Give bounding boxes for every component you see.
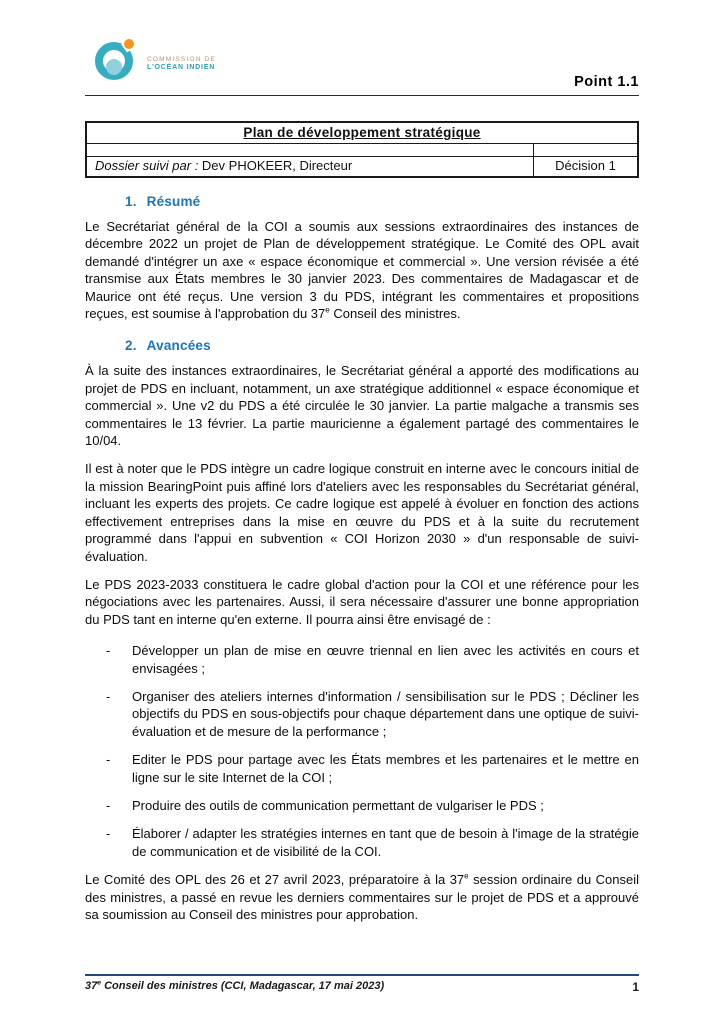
- footer-session-info: 37e Conseil des ministres (CCI, Madagascar, 17 mai 2023): [85, 979, 385, 992]
- document-header: [85, 36, 639, 96]
- section-heading-resume: [125, 194, 639, 209]
- bullet-marker: -: [106, 752, 111, 768]
- empty-cell-left: [87, 144, 533, 156]
- logo-orange-dot: [124, 39, 134, 49]
- list-item: [85, 825, 639, 860]
- section-number: 1.: [125, 194, 137, 209]
- header-table: [85, 121, 639, 178]
- section-title: Avancées: [146, 338, 211, 354]
- paragraph-avancees-1: À la suite des instances extraordinaires, le Secrétariat général a apporté des modifications au projet de PDS en incluant, notamment, un axe stratégique additionnel « espace économique et commercial ». Une v2 du PDS a été circulée le 30 janvier. La partie malgache a transmis ses commentaires le 13 février. La partie mauricienne a également partagé des commentaires le 10/04.: [85, 363, 639, 449]
- section-title: Résumé: [146, 194, 201, 209]
- header-table-empty-row: [87, 143, 637, 156]
- paragraph-text: Le Comité des OPL des 26 et 27 avril 2023, préparatoire à la 37: [85, 872, 465, 888]
- dossier-cell: [87, 157, 533, 176]
- document-title: Plan de développement stratégique: [243, 125, 481, 140]
- list-item-text: Produire des outils de communication permettant de vulgariser le PDS ;: [132, 797, 544, 813]
- list-item: [85, 642, 639, 677]
- bullet-marker: -: [106, 826, 111, 842]
- dossier-label: Dossier suivi par :: [95, 158, 202, 173]
- bullet-marker: -: [106, 797, 111, 813]
- superscript-e: e: [97, 979, 102, 987]
- paragraph-closing: [85, 871, 639, 923]
- paragraph-text: Le Secrétariat général de la COI a soumis aux sessions extraordinaires des instances de décembre 2022 un projet de Plan de développement stratégique. Le Comité des OPL avait demandé d'intégrer un axe « espace économique et commercial ». Une version révisée a été transmise aux États membres le 30 janvier 2023. Des commentaires de Madagascar et de Maurice ont été reçus. Une version 3 du PDS, intégrant les commentaires et propositions reçues, est soumise à l'approbation du 37: [85, 219, 639, 322]
- list-item-text: Élaborer / adapter les stratégies internes en tant que de besoin à l'image de la stratégie de communication et de visibilité de la COI.: [132, 826, 639, 859]
- list-item: [85, 688, 639, 740]
- coi-logo: [93, 38, 216, 84]
- paragraph-avancees-2: Il est à noter que le PDS intègre un cadre logique construit en interne avec le concours initial de la mission BearingPoint puis affiné lors d'ateliers avec les responsables du Secrétariat général, incluant les experts des projets. Ce cadre logique est appelé à évoluer en fonction des actions effectivement entreprises dans la mise en œuvre du PDS et à la suite du recrutement programmé dans l'appui en subvention « COI Horizon 2030 » d'un responsable de suivi-évaluation.: [85, 461, 639, 564]
- list-item-text: Editer le PDS pour partage avec les États membres et les partenaires et le mettre en ligne sur le site Internet de la COI ;: [132, 752, 639, 785]
- header-table-title-row: [87, 123, 637, 143]
- paragraph-text: Conseil des ministres.: [329, 306, 461, 322]
- list-item: [85, 751, 639, 786]
- empty-cell-right: [533, 144, 637, 156]
- bullet-marker: -: [106, 688, 111, 704]
- dossier-value: Dev PHOKEER, Directeur: [201, 158, 353, 173]
- superscript-e: e: [325, 305, 330, 315]
- paragraph-text: session ordinaire du Conseil des ministres, a passé en revue les derniers commentaires sur le projet de PDS et a approuvé sa soumission au Conseil des ministres pour approbation.: [85, 872, 639, 922]
- paragraph-avancees-3: Le PDS 2023-2033 constituera le cadre global d'action pour la COI et une référence pour les négociations avec les partenaires. Aussi, il sera nécessaire d'assurer une bonne appropriation du PDS tant en interne qu'en externe. Il pourra ainsi être envisagé de :: [85, 576, 639, 627]
- list-item-text: Développer un plan de mise en œuvre triennal en lien avec les activités en cours et envisagées ;: [132, 643, 639, 676]
- page-footer: [85, 974, 639, 994]
- header-table-dossier-row: [87, 156, 637, 176]
- header-rule: [85, 95, 639, 96]
- section-heading-avancees: [125, 338, 639, 353]
- decision-cell: Décision 1: [533, 157, 637, 176]
- superscript-e: e: [464, 871, 469, 881]
- bullet-marker: -: [106, 643, 111, 659]
- logo-org-line2: L'OCÉAN INDIEN: [147, 64, 216, 71]
- coi-logo-icon: [93, 38, 139, 84]
- bullet-list: [85, 642, 639, 860]
- paragraph-resume: [85, 218, 639, 322]
- list-item: [85, 797, 639, 814]
- logo-org-name: [147, 50, 216, 72]
- logo-org-line1: COMMISSION DE: [147, 56, 217, 63]
- page-number: 1: [632, 980, 639, 994]
- point-label: Point 1.1: [574, 74, 639, 90]
- logo-inner-circle: [106, 59, 122, 75]
- section-number: 2.: [125, 338, 137, 354]
- list-item-text: Organiser des ateliers internes d'information / sensibilisation sur le PDS ; Décliner les objectifs du PDS en sous-objectifs pour chaque département dans une optique de suivi-évaluation et de mesure de la performance ;: [132, 688, 639, 739]
